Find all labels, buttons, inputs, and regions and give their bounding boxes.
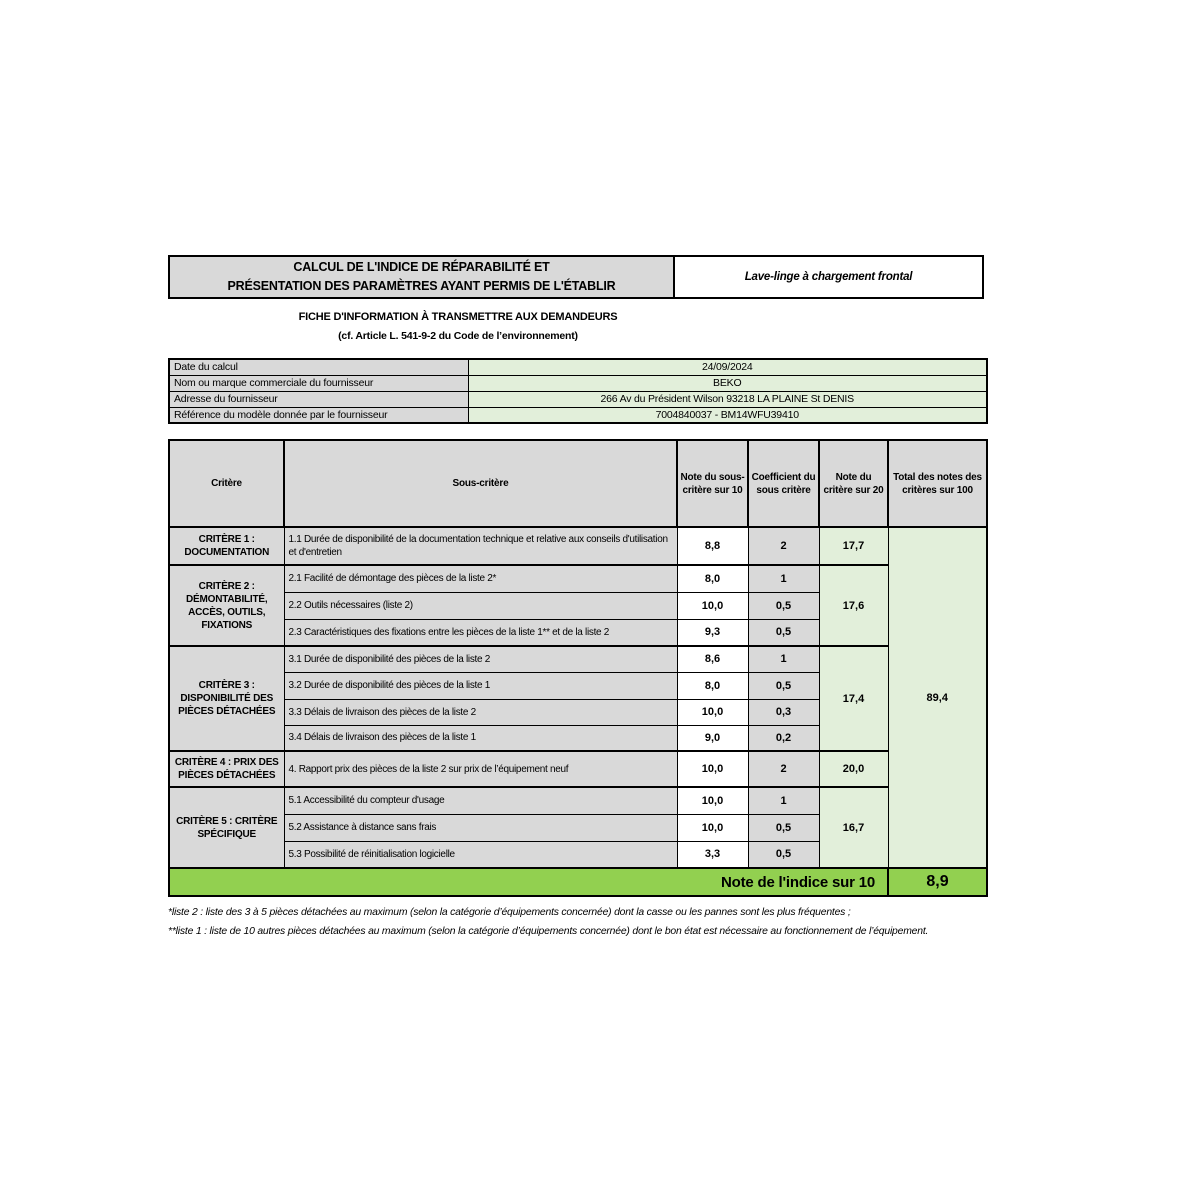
- subcriterion-1-1-label: 1.1 Durée de disponibilité de la documentation technique et relative aux conseils d'utilisation et d'entretien: [284, 527, 677, 565]
- criteria-table: [168, 439, 988, 897]
- col-header-coefficient: Coefficient du sous critère: [748, 440, 819, 527]
- criteria-table-header-row: [169, 440, 987, 527]
- final-score-label: Note de l'indice sur 10: [169, 868, 888, 896]
- subcriterion-2-1-note: 8,0: [677, 565, 748, 592]
- criterion-3-cell: CRITÈRE 3 : DISPONIBILITÉ DES PIÈCES DÉTACHÉES: [169, 646, 284, 751]
- table-row-3-1: [169, 646, 987, 672]
- subtitle-line1: FICHE D'INFORMATION À TRANSMETTRE AUX DEMANDEURS: [298, 311, 618, 323]
- document-title: [168, 255, 675, 299]
- col-header-sous-critere: Sous-critère: [284, 440, 677, 527]
- col-header-total: Total des notes des critères sur 100: [888, 440, 987, 527]
- repairability-sheet: [168, 255, 986, 941]
- criterion-5-note20: 16,7: [819, 787, 888, 868]
- info-row-brand: [169, 375, 987, 391]
- subcriterion-3-1-label: 3.1 Durée de disponibilité des pièces de la liste 2: [284, 646, 677, 672]
- subcriterion-3-3-coeff: 0,3: [748, 699, 819, 725]
- criterion-4-cell: CRITÈRE 4 : PRIX DES PIÈCES DÉTACHÉES: [169, 751, 284, 787]
- criterion-1-note20: 17,7: [819, 527, 888, 565]
- info-row-reference: [169, 407, 987, 423]
- col-header-note-sous-critere: Note du sous-critère sur 10: [677, 440, 748, 527]
- info-label-reference: Référence du modèle donnée par le fournisseur: [169, 407, 468, 423]
- table-row-1-1: [169, 527, 987, 565]
- info-label-address: Adresse du fournisseur: [169, 391, 468, 407]
- subcriterion-5-1-coeff: 1: [748, 787, 819, 814]
- info-value-date: 24/09/2024: [468, 359, 987, 375]
- info-value-brand: BEKO: [468, 375, 987, 391]
- info-label-brand: Nom ou marque commerciale du fournisseur: [169, 375, 468, 391]
- criterion-3-note20: 17,4: [819, 646, 888, 751]
- info-value-address: 266 Av du Président Wilson 93218 LA PLAINE St DENIS: [468, 391, 987, 407]
- table-row-2-1: [169, 565, 987, 592]
- subcriterion-5-1-label: 5.1 Accessibilité du compteur d'usage: [284, 787, 677, 814]
- subcriterion-2-2-label: 2.2 Outils nécessaires (liste 2): [284, 592, 677, 619]
- subcriterion-2-1-coeff: 1: [748, 565, 819, 592]
- subcriterion-3-3-note: 10,0: [677, 699, 748, 725]
- subcriterion-1-1-note: 8,8: [677, 527, 748, 565]
- total-score-cell: 89,4: [888, 527, 987, 868]
- subtitle-block: [168, 308, 748, 346]
- subcriterion-1-1-coeff: 2: [748, 527, 819, 565]
- subcriterion-3-4-note: 9,0: [677, 725, 748, 751]
- subcriterion-5-2-label: 5.2 Assistance à distance sans frais: [284, 814, 677, 841]
- criterion-2-note20: 17,6: [819, 565, 888, 646]
- info-value-reference: 7004840037 - BM14WFU39410: [468, 407, 987, 423]
- subcriterion-3-2-coeff: 0,5: [748, 672, 819, 699]
- subcriterion-5-2-note: 10,0: [677, 814, 748, 841]
- col-header-note-critere: Note du critère sur 20: [819, 440, 888, 527]
- subcriterion-3-2-note: 8,0: [677, 672, 748, 699]
- final-score-value: 8,9: [888, 868, 987, 896]
- table-row-5-1: [169, 787, 987, 814]
- footnote-liste1: **liste 1 : liste de 10 autres pièces détachées au maximum (selon la catégorie d’équipements concernée) dont le bon état est nécessaire au fonctionnement de l’équipement.: [168, 925, 929, 937]
- subcriterion-3-4-label: 3.4 Délais de livraison des pièces de la liste 1: [284, 725, 677, 751]
- criterion-2-cell: CRITÈRE 2 : DÉMONTABILITÉ, ACCÈS, OUTILS, FIXATIONS: [169, 565, 284, 646]
- subcriterion-2-2-note: 10,0: [677, 592, 748, 619]
- subcriterion-3-1-note: 8,6: [677, 646, 748, 672]
- subcriterion-5-3-label: 5.3 Possibilité de réinitialisation logicielle: [284, 841, 677, 868]
- footnote-liste2: *liste 2 : liste des 3 à 5 pièces détachées au maximum (selon la catégorie d’équipements concernée) dont la casse ou les pannes sont les plus fréquentes ;: [168, 907, 851, 918]
- subcriterion-3-2-label: 3.2 Durée de disponibilité des pièces de la liste 1: [284, 672, 677, 699]
- subcriterion-2-3-label: 2.3 Caractéristiques des fixations entre les pièces de la liste 1** et de la liste 2: [284, 619, 677, 646]
- subcriterion-3-4-coeff: 0,2: [748, 725, 819, 751]
- subcriterion-2-1-label: 2.1 Facilité de démontage des pièces de la liste 2*: [284, 565, 677, 592]
- criterion-5-cell: CRITÈRE 5 : CRITÈRE SPÉCIFIQUE: [169, 787, 284, 868]
- subcriterion-2-2-coeff: 0,5: [748, 592, 819, 619]
- info-row-date: [169, 359, 987, 375]
- product-type-label: Lave-linge à chargement frontal: [744, 271, 913, 283]
- subcriterion-5-3-coeff: 0,5: [748, 841, 819, 868]
- product-type-box: [673, 255, 984, 299]
- document-title-line1: CALCUL DE L'INDICE DE RÉPARABILITÉ ET: [293, 260, 550, 274]
- info-row-address: [169, 391, 987, 407]
- footnotes-block: [168, 904, 986, 941]
- subcriterion-2-3-note: 9,3: [677, 619, 748, 646]
- subcriterion-3-3-label: 3.3 Délais de livraison des pièces de la liste 2: [284, 699, 677, 725]
- subcriterion-5-3-note: 3,3: [677, 841, 748, 868]
- subcriterion-4-coeff: 2: [748, 751, 819, 787]
- criterion-1-cell: CRITÈRE 1 : DOCUMENTATION: [169, 527, 284, 565]
- subcriterion-3-1-coeff: 1: [748, 646, 819, 672]
- final-score-row: [169, 868, 987, 896]
- supplier-info-table: [168, 358, 988, 424]
- subcriterion-5-2-coeff: 0,5: [748, 814, 819, 841]
- subcriterion-5-1-note: 10,0: [677, 787, 748, 814]
- col-header-critere: Critère: [169, 440, 284, 527]
- document-title-line2: PRÉSENTATION DES PARAMÈTRES AYANT PERMIS DE L'ÉTABLIR: [227, 279, 616, 293]
- subtitle-line2: (cf. Article L. 541-9-2 du Code de l’environnement): [338, 330, 578, 342]
- subcriterion-4-note: 10,0: [677, 751, 748, 787]
- title-row: [168, 255, 986, 299]
- subcriterion-2-3-coeff: 0,5: [748, 619, 819, 646]
- table-row-4: [169, 751, 987, 787]
- info-label-date: Date du calcul: [169, 359, 468, 375]
- criterion-4-note20: 20,0: [819, 751, 888, 787]
- subcriterion-4-label: 4. Rapport prix des pièces de la liste 2 sur prix de l’équipement neuf: [284, 751, 677, 787]
